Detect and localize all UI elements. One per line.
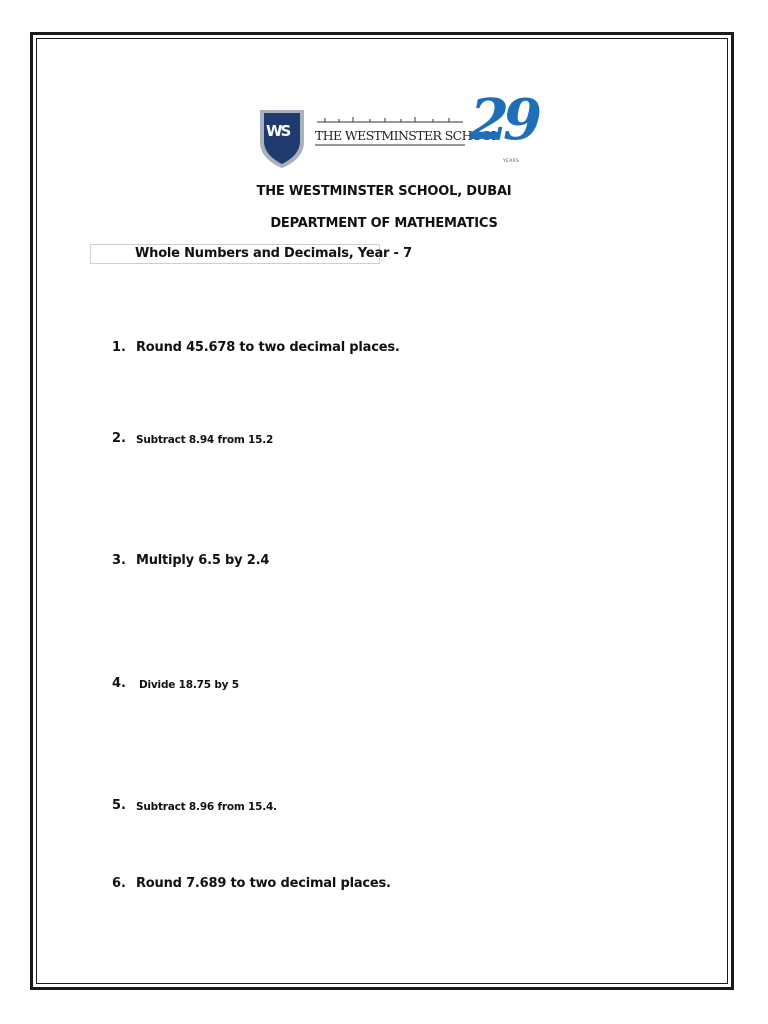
logo-school-name: THE WESTMINSTER SCHOOL xyxy=(315,128,499,143)
page-border-inner xyxy=(36,38,728,984)
question-text: Round 7.689 to two decimal places. xyxy=(136,876,391,891)
crest-text: WS xyxy=(266,122,290,140)
question-text: Subtract 8.96 from 15.4. xyxy=(136,801,277,813)
question-number: 1. xyxy=(112,340,126,355)
question-number: 4. xyxy=(112,676,126,691)
school-heading: THE WESTMINSTER SCHOOL, DUBAI xyxy=(256,184,512,199)
question-text: Round 45.678 to two decimal places. xyxy=(136,340,400,355)
question-number: 6. xyxy=(112,876,126,891)
worksheet-title: Whole Numbers and Decimals, Year - 7 xyxy=(135,246,412,261)
question-number: 5. xyxy=(112,798,126,813)
arabic-calligraphy-icon xyxy=(315,116,465,124)
question-text: Subtract 8.94 from 15.2 xyxy=(136,434,274,446)
question-number: 3. xyxy=(112,553,126,568)
question-text: Multiply 6.5 by 2.4 xyxy=(136,553,270,568)
anniversary-label: YEARS xyxy=(503,159,520,164)
logo-divider-line xyxy=(315,144,465,147)
question-number: 2. xyxy=(112,431,126,446)
department-heading: DEPARTMENT OF MATHEMATICS xyxy=(270,216,498,231)
anniversary-number: 29 xyxy=(470,87,536,153)
question-text: Divide 18.75 by 5 xyxy=(139,679,239,691)
